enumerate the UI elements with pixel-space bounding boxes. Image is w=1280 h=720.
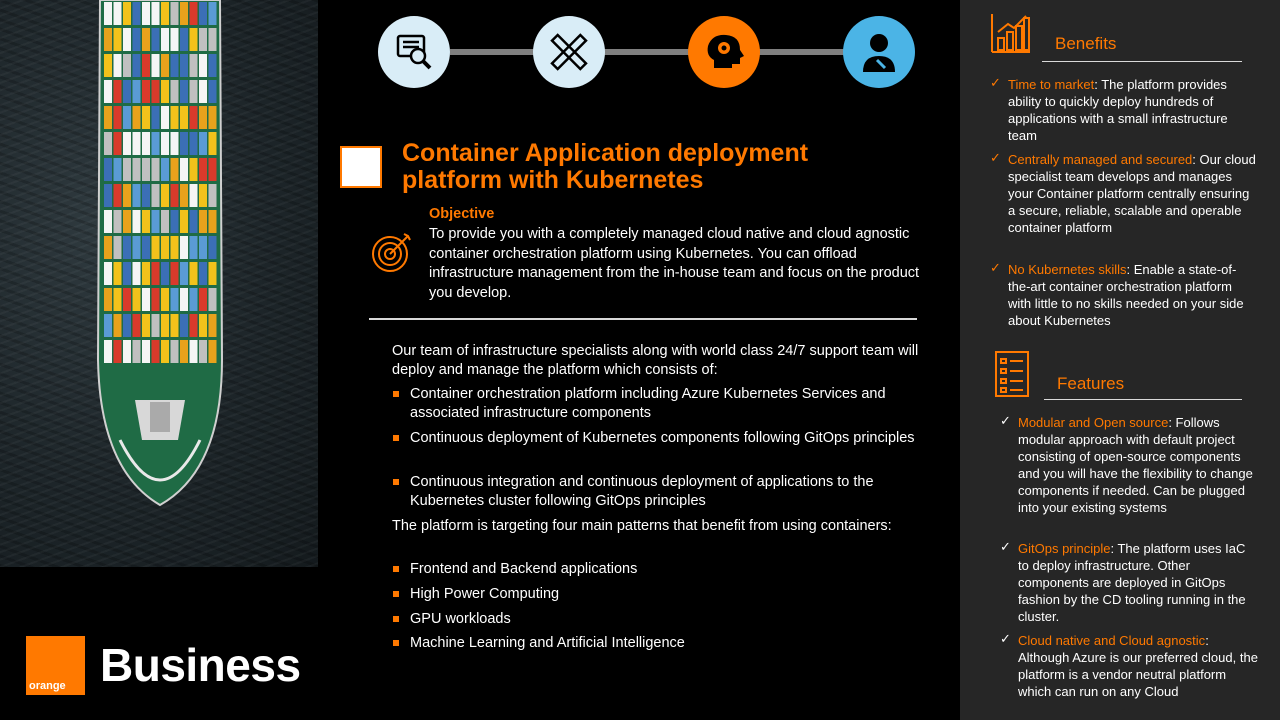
check-icon: ✓ [1000,413,1011,428]
component-item: Container orchestration platform including Azure Kubernetes Services and associated infrastructure components [392,385,927,423]
target-icon [370,230,414,274]
benefit-title: Centrally managed and secured [1008,152,1193,167]
feature-title: GitOps principle [1018,541,1111,556]
pattern-item: Machine Learning and Artificial Intelligence [392,634,927,653]
benefit-item [1008,76,1256,144]
benefits-heading: Benefits [1055,34,1117,53]
check-icon: ✓ [990,260,1001,275]
benefit-item [1008,261,1256,329]
process-connector [450,49,845,55]
feature-title: Modular and Open source [1018,415,1169,430]
features-heading: Features [1057,374,1125,393]
feature-text: : Follows modular approach with default project consisting of open-source components and you will have the flexibility to change components if needed. Can be plugged into your existing systems [1018,415,1253,515]
hero-image-container-ship [0,0,318,567]
benefits-underline [1042,61,1242,62]
brand-title: Business [100,639,301,691]
check-icon: ✓ [1000,539,1011,554]
objective-text: To provide you with a completely managed cloud native and cloud agnostic container orchestration platform using Kubernetes. You can offload infrastructure management from the in-house team and focus on the product you develop. [429,226,920,301]
section-divider [369,318,917,320]
orange-logo [26,636,85,695]
feature-title: Cloud native and Cloud agnostic [1018,633,1206,648]
sidebar-panel [960,0,1280,720]
benefit-item [1008,151,1256,236]
benefit-text: : Enable a state-of-the-art container orchestration platform with little to no skills needed on your side about Kubernetes [1008,262,1244,328]
benefit-title: No Kubernetes skills [1008,262,1127,277]
pattern-item: Frontend and Backend applications [392,560,927,579]
orange-logo-wordmark: orange [29,680,66,692]
checklist-icon [994,350,1030,398]
benefit-text: : Our cloud specialist team develops and manages your Container platform centrally ensuring a secure, reliable, scalable and operable container platform [1008,152,1256,235]
page-title: Container Application deployment platform with Kubernetes [402,139,809,194]
benefit-text: : The platform provides ability to quickly deploy hundreds of applications with a small infrastructure team [1008,77,1228,143]
intro-paragraph: Our team of infrastructure specialists along with world class 24/7 support team will deploy and manage the platform which consists of: [392,343,919,378]
check-icon: ✓ [990,75,1001,90]
title-marker-box [340,146,382,188]
feature-text: : Although Azure is our preferred cloud, the platform is a vendor neutral platform which can run on any Cloud [1018,633,1258,699]
features-underline [1044,399,1242,400]
brain-gear-icon [688,16,760,88]
objective-label: Objective [429,206,495,222]
check-icon: ✓ [1000,631,1011,646]
pattern-item: High Power Computing [392,585,927,604]
patterns-intro: The platform is targeting four main patterns that benefit from using containers: [392,518,892,534]
feature-item [1018,540,1258,625]
pattern-item: GPU workloads [392,610,927,629]
feature-item [1018,414,1258,516]
component-item: Continuous deployment of Kubernetes components following GitOps principles [392,429,927,448]
feature-item [1018,632,1258,700]
document-search-icon [378,16,450,88]
component-item: Continuous integration and continuous deployment of applications to the Kubernetes cluster following GitOps principles [392,473,927,511]
check-icon: ✓ [990,150,1001,165]
ship-illustration [0,0,318,567]
bar-chart-icon [990,12,1032,54]
benefit-title: Time to market [1008,77,1095,92]
engineer-icon [843,16,915,88]
feature-text: : The platform uses IaC to deploy infrastructure. Other components are deployed in GitOps fashion by the CD tooling running in the cluster. [1018,541,1246,624]
pencil-ruler-icon [533,16,605,88]
